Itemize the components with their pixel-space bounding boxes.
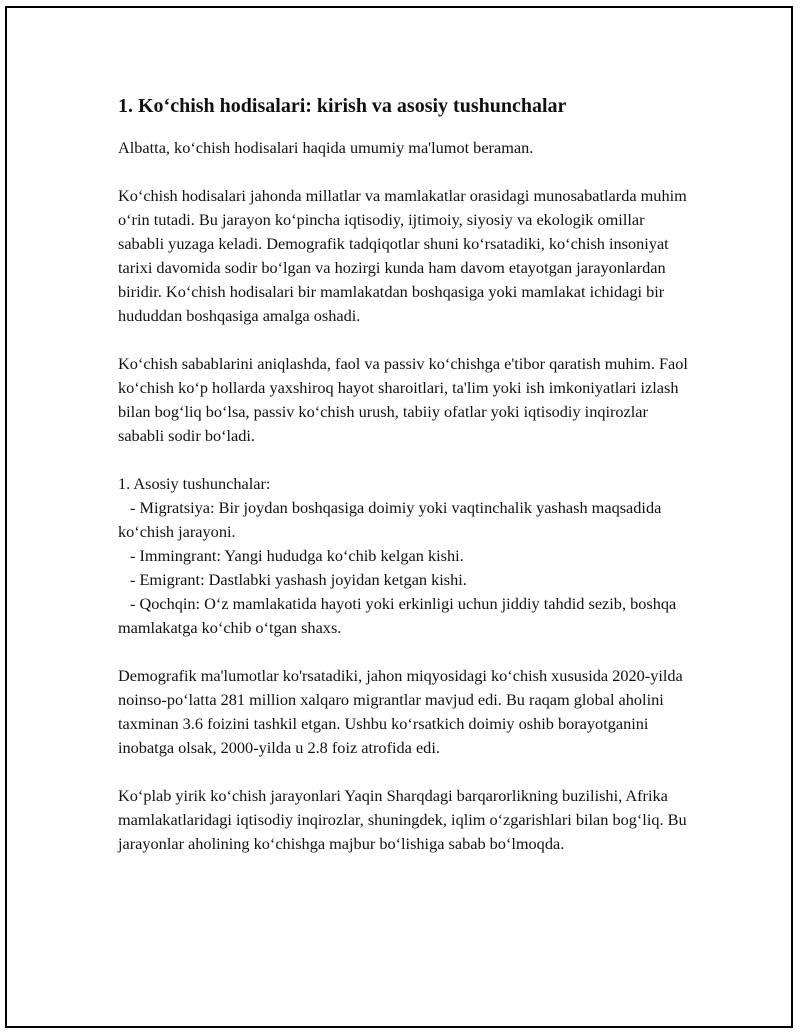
list-title: 1. Asosiy tushunchalar: — [118, 474, 271, 493]
list-item-immingrant: - Immingrant: Yangi hududga ko‘chib kelgan kishi. — [130, 546, 464, 565]
intro-paragraph: Albatta, ko‘chish hodisalari haqida umumiy ma'lumot beraman. — [118, 138, 534, 157]
paragraph-migration-causes: Ko‘chish sabablarini aniqlashda, faol va passiv ko‘chishga e'tibor qaratish muhim. Faol ko‘chish ko‘p hollarda yaxshiroq hayot sharoitlari, ta'lim yoki ish imkoniyatlari izlash bilan bog‘liq bo‘lsa, passiv ko‘chish urush, tabiiy ofatlar yoki iqtisodiy inqirozlar sababli sodir bo‘ladi. — [118, 354, 688, 445]
list-item-emigrant: - Emigrant: Dastlabki yashash joyidan ketgan kishi. — [130, 570, 467, 589]
section-heading: 1. Ko‘chish hodisalari: kirish va asosiy tushunchalar — [118, 95, 567, 117]
document-body — [118, 92, 693, 880]
paragraph-major-processes: Ko‘plab yirik ko‘chish jarayonlari Yaqin Sharqdagi barqarorlikning buzilishi, Afrika mamlakatlaridagi iqtisodiy inqirozlar, shuningdek, iqlim o‘zgarishlari bilan bog‘liq. Bu jarayonlar aholining ko‘chishga majbur bo‘lishiga sabab bo‘lmoqda. — [118, 786, 687, 853]
paragraph-migration-overview: Ko‘chish hodisalari jahonda millatlar va mamlakatlar orasidagi munosabatlarda muhim o‘rin tutadi. Bu jarayon ko‘pincha iqtisodiy, ijtimoiy, siyosiy va ekologik omillar sababli yuzaga keladi. Demografik tadqiqotlar shuni ko‘rsatadiki, ko‘chish insoniyat tarixi davomida sodir bo‘lgan va hozirgi kunda ham davom etayotgan jarayonlardan biridir. Ko‘chish hodisalari bir mamlakatdan boshqasiga yoki mamlakat ichidagi bir hududdan boshqasiga amalga oshadi. — [118, 186, 687, 325]
list-item-migratsiya: - Migratsiya: Bir joydan boshqasiga doimiy yoki vaqtinchalik yashash maqsadida ko‘chish jarayoni. — [118, 498, 662, 541]
list-item-qochqin: - Qochqin: O‘z mamlakatida hayoti yoki erkinligi uchun jiddiy tahdid sezib, boshqa mamlakatga ko‘chib o‘tgan shaxs. — [118, 594, 677, 637]
paragraph-demographic-data: Demografik ma'lumotlar ko'rsatadiki, jahon miqyosidagi ko‘chish xususida 2020-yilda noinso-po‘latta 281 million xalqaro migrantlar mavjud edi. Bu raqam global aholini taxminan 3.6 foizini tashkil etgan. Ushbu ko‘rsatkich doimiy oshib borayotganini inobatga olsak, 2000-yilda u 2.8 foiz atrofida edi. — [118, 666, 683, 757]
key-concepts-list — [118, 472, 693, 640]
